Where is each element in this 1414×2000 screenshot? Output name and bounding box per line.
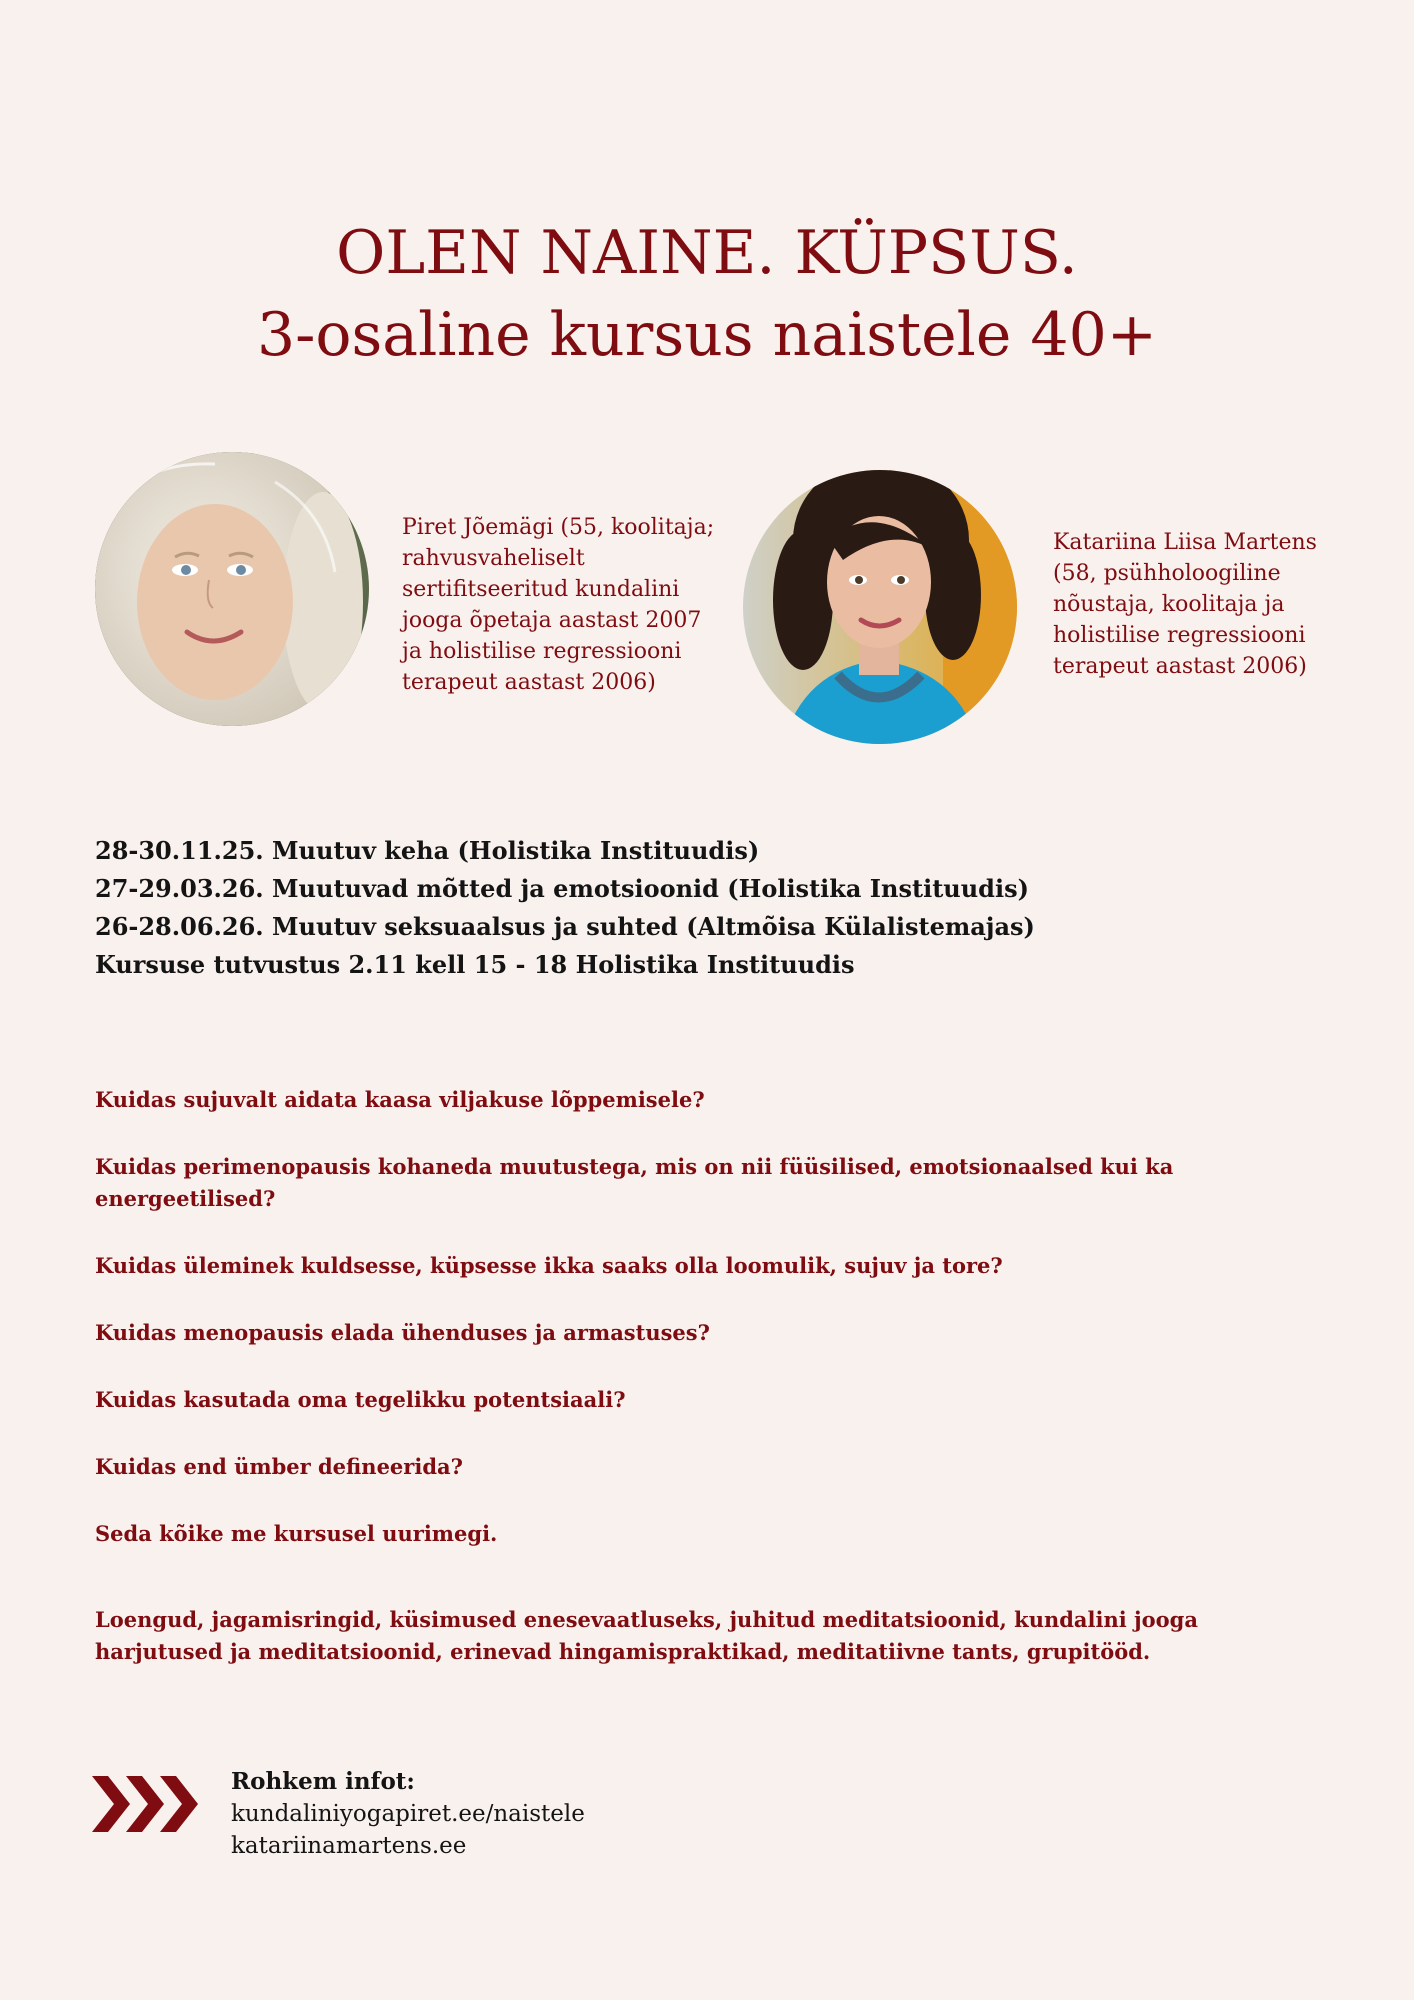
question-item: Kuidas end ümber defineerida? (95, 1454, 463, 1479)
website-link-katariina[interactable]: katariinamartens.ee (231, 1833, 467, 1859)
schedule-item: 26-28.06.26. Muutuv seksuaalsus ja suhted (Altmõisa Külalistemajas) (95, 912, 1035, 941)
trainer-bio-katariina: Katariina Liisa Martens (58, psühholoogiline nõustaja, koolitaja ja holistilise regressiooni terapeut aastast 2006) (1053, 530, 1317, 679)
trainer-bio-piret: Piret Jõemägi (55, koolitaja; rahvusvaheliselt sertifitseeritud kundalini jooga õpetaja aastast 2007 ja holistilise regressiooni terapeut aastast 2006) (402, 515, 715, 695)
triple-chevron-right-icon (92, 1776, 200, 1836)
page-title (0, 212, 1414, 376)
title-line-2: 3-osaline kursus naistele 40+ (256, 300, 1158, 370)
question-item: Seda kõike me kursusel uurimegi. (95, 1521, 498, 1546)
question-item: Kuidas perimenopausis kohaneda muutustega, mis on nii füüsilised, emotsionaalsed kui ka energeetilised? (95, 1154, 1174, 1211)
schedule-item: 28-30.11.25. Muutuv keha (Holistika Instituudis) (95, 836, 760, 865)
schedule-item: 27-29.03.26. Muutuvad mõtted ja emotsioonid (Holistika Instituudis) (95, 874, 1029, 903)
question-item: Kuidas menopausis elada ühenduses ja armastuses? (95, 1320, 710, 1345)
question-item: Kuidas sujuvalt aidata kaasa viljakuse lõppemisele? (95, 1087, 705, 1112)
title-line-1: OLEN NAINE. KÜPSUS. (336, 218, 1078, 288)
course-questions (95, 1084, 1325, 1585)
more-info (231, 1766, 585, 1862)
activities-text: Loengud, jagamisringid, küsimused enesevaatluseks, juhitud meditatsioonid, kundalini jooga harjutused ja meditatsioonid, erinevad hingamispraktikad, meditatiivne tants, grupitööd. (95, 1607, 1198, 1664)
course-schedule (95, 832, 1335, 984)
portrait-photo-blonde-woman (95, 452, 369, 726)
schedule-item: Kursuse tutvustus 2.11 kell 15 - 18 Holistika Instituudis (95, 950, 855, 979)
more-info-label: Rohkem infot: (231, 1768, 415, 1795)
question-item: Kuidas kasutada oma tegelikku potentsiaali? (95, 1387, 626, 1412)
website-link-piret[interactable]: kundaliniyogapiret.ee/naistele (231, 1801, 585, 1827)
question-item: Kuidas üleminek kuldsesse, küpsesse ikka saaks olla loomulik, sujuv ja tore? (95, 1253, 1003, 1278)
portrait-photo-dark-haired-woman (743, 470, 1017, 744)
